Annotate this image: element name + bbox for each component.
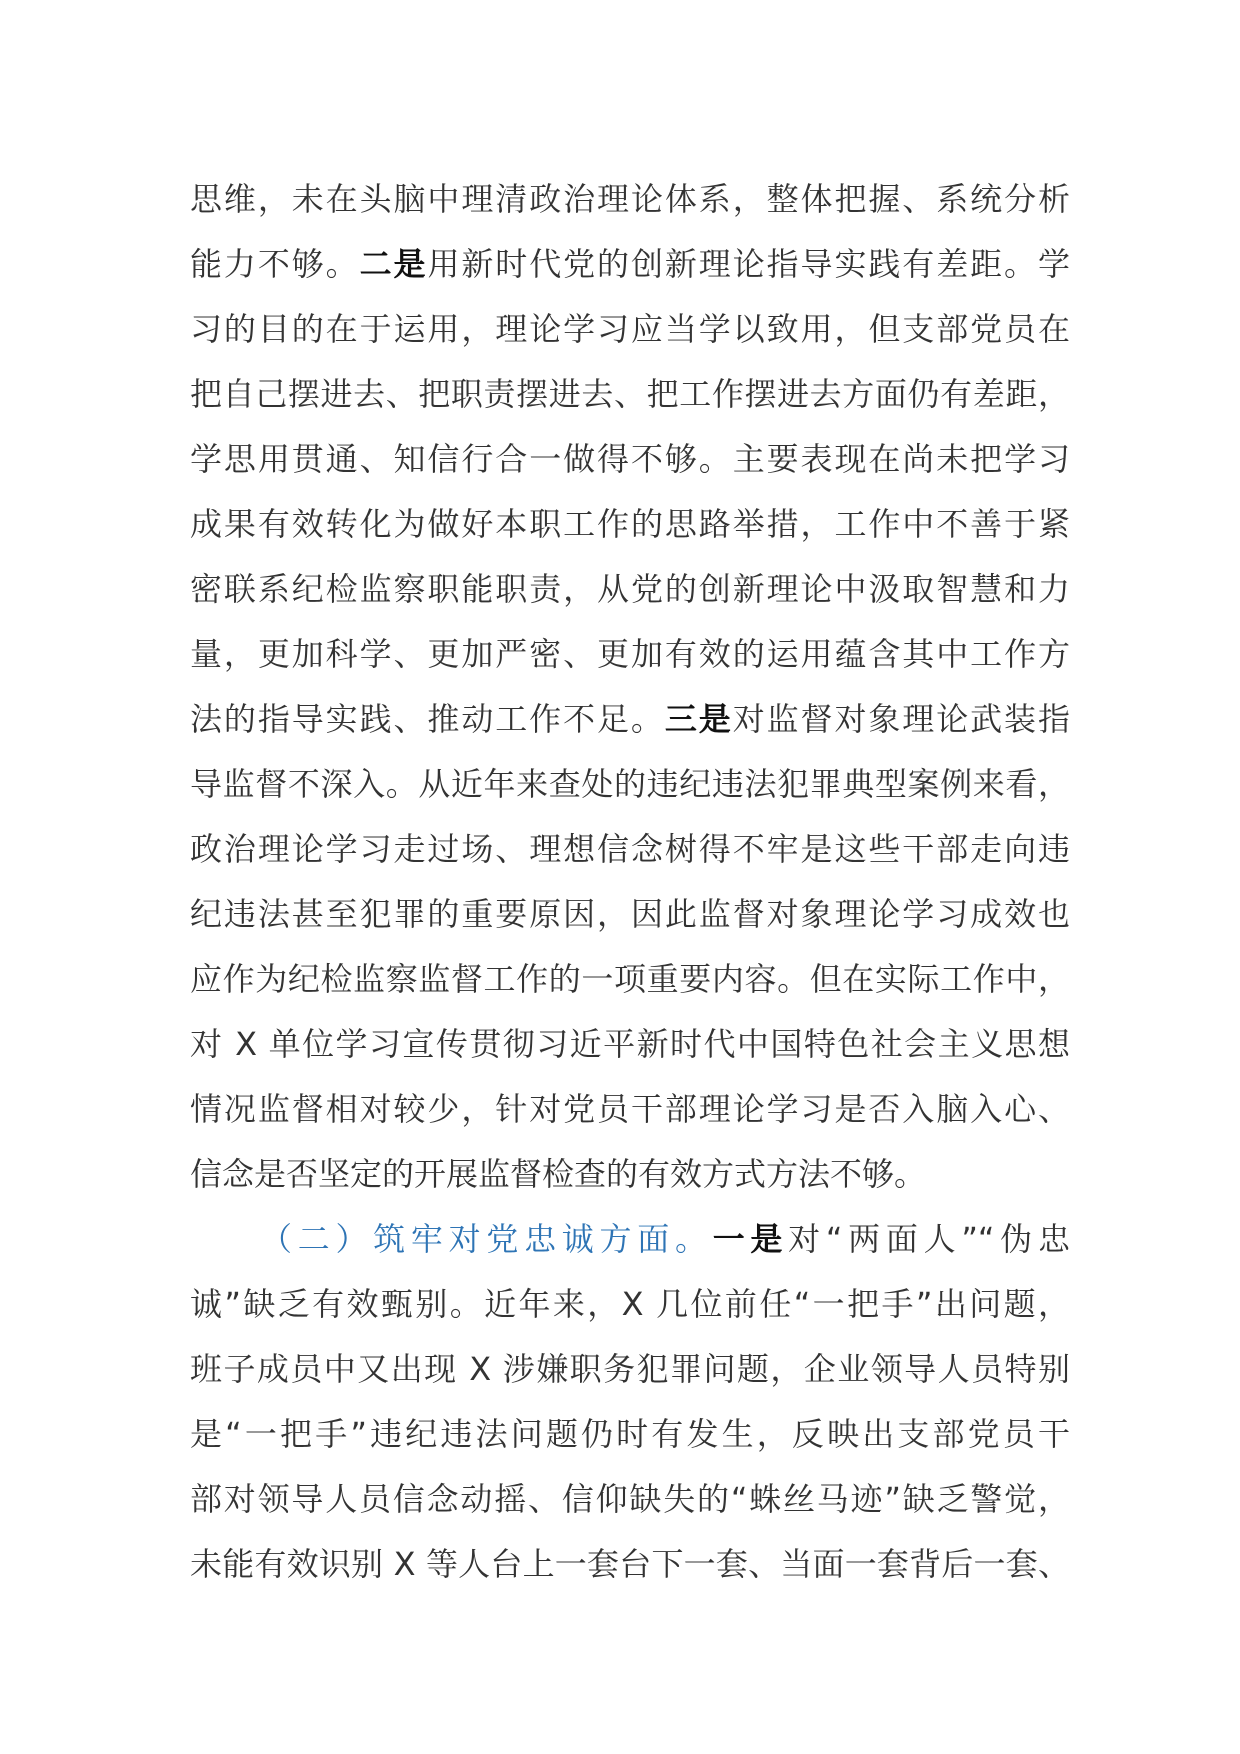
text-line [190,1467,1070,1532]
text-run: 纪违法甚至犯罪的重要原因，因此监督对象理论学习成效也 [190,895,1070,933]
text-run: 学思用贯通、知信行合一做得不够。主要表现在尚未把学习 [190,440,1070,478]
text-run: 密联系纪检监察职能职责，从党的创新理论中汲取智慧和力 [190,570,1070,608]
text-run: 部对领导人员信念动摇、信仰缺失的“蛛丝马迹”缺乏警觉， [190,1480,1070,1518]
section-heading: （二）筑牢对党忠诚方面。 [260,1220,713,1258]
text-run: 思维，未在头脑中理清政治理论体系，整体把握、系统分析 [190,180,1070,218]
text-line [190,1272,1070,1337]
text-line [190,1532,1070,1597]
text-line [190,687,1070,752]
text-line [190,1337,1070,1402]
text-run: 班子成员中又出现 X 涉嫌职务犯罪问题，企业领导人员特别 [190,1350,1070,1388]
text-run: 对“两面人”“伪忠 [788,1220,1070,1258]
text-run: 是“一把手”违纪违法问题仍时有发生，反映出支部党员干 [190,1415,1070,1453]
text-run: 诚”缺乏有效甄别。近年来，X 几位前任“一把手”出问题， [190,1285,1070,1323]
text-line [190,232,1070,297]
text-line [190,1012,1070,1077]
text-line [190,362,1070,427]
text-line [190,947,1070,1012]
text-run: 法的指导实践、推动工作不足。 [190,700,665,738]
text-line [190,752,1070,817]
text-line [190,297,1070,362]
text-run: 用新时代党的创新理论指导实践有差距。学 [427,245,1070,283]
body-text [190,167,1070,1597]
text-line [190,882,1070,947]
text-run: 导监督不深入。从近年来查处的违纪违法犯罪典型案例来看， [190,765,1070,803]
text-line [190,427,1070,492]
text-line [190,1077,1070,1142]
emphasis-label: 二是 [359,245,428,283]
text-run: 对 X 单位学习宣传贯彻习近平新时代中国特色社会主义思想 [190,1025,1070,1063]
text-run: 政治理论学习走过场、理想信念树得不牢是这些干部走向违 [190,830,1070,868]
text-run: 应作为纪检监察监督工作的一项重要内容。但在实际工作中， [190,960,1070,998]
text-run: 情况监督相对较少，针对党员干部理论学习是否入脑入心、 [190,1090,1070,1128]
text-run: 能力不够。 [190,245,360,283]
text-line [190,817,1070,882]
text-run: 把自己摆进去、把职责摆进去、把工作摆进去方面仍有差距， [190,375,1070,413]
text-line [190,1142,1070,1207]
text-line [190,167,1070,232]
text-run: 信念是否坚定的开展监督检查的有效方式方法不够。 [190,1155,927,1193]
emphasis-label: 一是 [712,1220,789,1258]
text-run: 习的目的在于运用，理论学习应当学以致用，但支部党员在 [190,310,1070,348]
text-line [190,622,1070,687]
emphasis-label: 三是 [664,700,733,738]
text-line [190,557,1070,622]
text-run: 量，更加科学、更加严密、更加有效的运用蕴含其中工作方 [190,635,1070,673]
text-line [190,1402,1070,1467]
text-run: 对监督对象理论武装指 [732,700,1070,738]
paragraph-heading-line [190,1207,1070,1272]
text-run: 成果有效转化为做好本职工作的思路举措，工作中不善于紧 [190,505,1070,543]
text-line [190,492,1070,557]
text-run: 未能有效识别 X 等人台上一套台下一套、当面一套背后一套、 [190,1545,1070,1583]
